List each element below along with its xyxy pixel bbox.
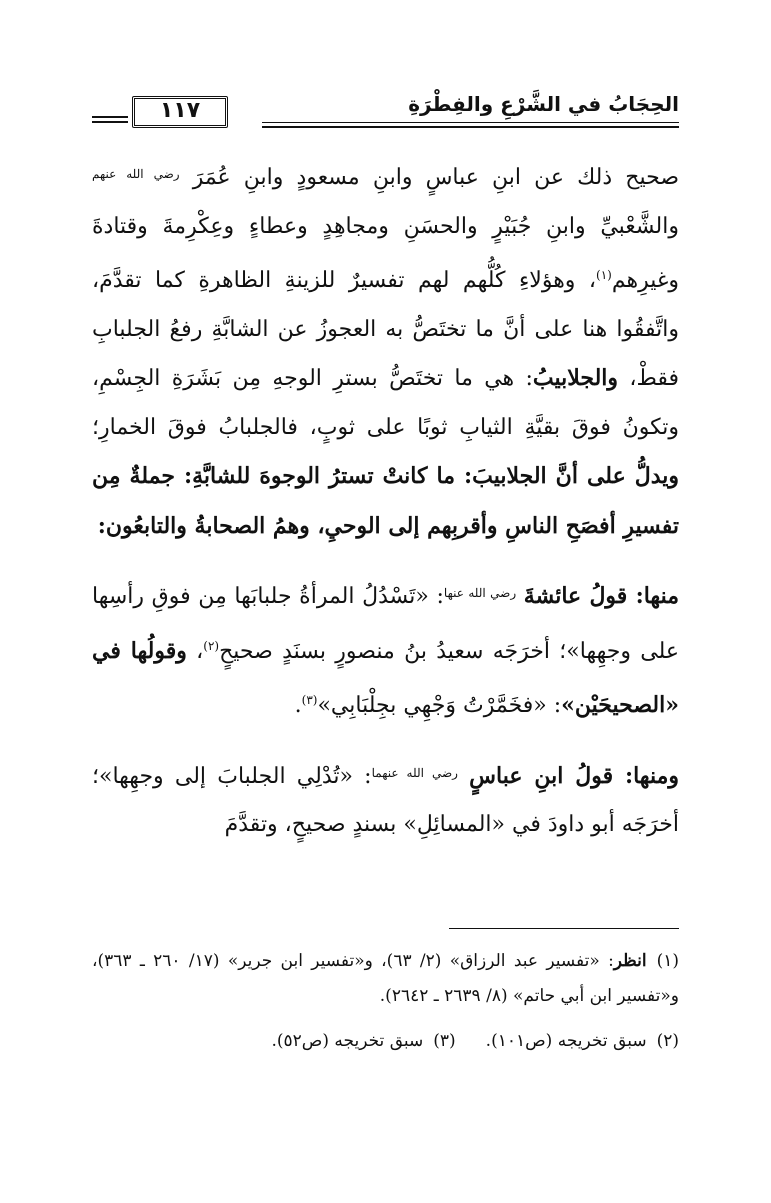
text-run: ، وهؤلاءِ كُلُّهم لهم تفسيرٌ للزينةِ الظاهرةِ كما تقدَّمَ، واتَّفقُوا هنا على أنَّ ما تختَصُّ به العجوزُ عن الشابَّةِ رفعُ الجلبابِ فقطْ، bbox=[92, 268, 679, 391]
footnote-number: (٢) bbox=[656, 1031, 679, 1051]
text-run: : هي ما تختَصُّ بسترِ الوجهِ مِن بَشَرَةِ الجِسْمِ، وتكونُ فوقَ بقيَّةِ الثيابِ ثوبًا على ثوبٍ، فالجلبابُ فوقَ الخمارِ؛ bbox=[92, 366, 680, 440]
page-header bbox=[92, 78, 679, 122]
footnote-number: (٣) bbox=[433, 1031, 456, 1051]
header-rule bbox=[262, 122, 679, 128]
main-text bbox=[92, 150, 679, 850]
footnote-number: (١) bbox=[656, 951, 679, 971]
bold-run: والجلابيبُ bbox=[532, 365, 619, 391]
honorific-glyph: رضي الله عنهما bbox=[371, 765, 458, 780]
footnote-ref-1[interactable]: (١) bbox=[596, 268, 612, 282]
bold-run: منها: قولُ عائشةَ bbox=[523, 583, 679, 609]
text-run: ، bbox=[186, 638, 204, 664]
bold-run: ومنها: قولُ ابنِ عباسٍ bbox=[469, 762, 679, 789]
footnote-2-3 bbox=[92, 1024, 679, 1059]
paragraph-2 bbox=[92, 569, 679, 731]
footnote-ref-3[interactable]: (٣) bbox=[301, 693, 318, 707]
footnote-text: سبق تخريجه (ص١٠١). bbox=[485, 1031, 647, 1051]
text-run: : «تَسْدُلُ المرأةُ جلبابَها مِن فوقِ رأسِها على وجهِها»؛ أخرَجَه سعيدُ بنُ منصورٍ بسنَدٍ صحيحٍ bbox=[92, 584, 679, 664]
text-run: . bbox=[294, 693, 302, 718]
text-run: : «تُدْلِي الجلبابَ إلى وجهِها»؛ أخرَجَه أبو داودَ في «المسائِلِ» بسندٍ صحيحٍ، وتقدَّمَ bbox=[92, 763, 679, 837]
page-number: ١١٧ bbox=[132, 96, 228, 128]
bold-run: وقولُها في «الصحيحَيْن» bbox=[92, 637, 679, 718]
honorific-glyph: رضي الله عنها bbox=[443, 586, 517, 600]
text-run: صحيح ذلك عن ابنِ عباسٍ وابنِ مسعودٍ وابنِ عُمَرَ bbox=[192, 165, 679, 190]
running-title: الحِجَابُ في الشَّرْعِ والفِطْرَةِ bbox=[408, 92, 679, 116]
paragraph-1 bbox=[92, 150, 679, 551]
footnotes bbox=[92, 944, 679, 1059]
footnote-bold: انظر bbox=[613, 951, 647, 971]
footnote-text: : «تفسير عبد الرزاق» (٢/ ٦٣)، و«تفسير ابن جرير» (١٧/ ٢٦٠ ـ ٣٦٣)، و«تفسير ابن أبي حاتم» (٨/ ٢٦٣٩ ـ ٢٦٤٢). bbox=[92, 951, 679, 1006]
header-rule-left bbox=[92, 116, 128, 123]
footnote-separator bbox=[449, 928, 679, 929]
honorific-glyph: رضي الله عنهم bbox=[92, 167, 180, 181]
bold-run: ويدلُّ على أنَّ الجلابيبَ: ما كانتْ تسترُ الوجوهَ للشابَّةِ: جملةٌ مِن تفسيرِ أفصَحِ الناسِ وأقربِهم إلى الوحيِ، وهمُ الصحابةُ والتابعُون: bbox=[92, 463, 679, 539]
footnote-1 bbox=[92, 944, 679, 1014]
paragraph-3 bbox=[92, 749, 679, 850]
text-run: : «فخَمَّرْتُ وَجْهِي بجِلْبَابِي» bbox=[317, 693, 562, 718]
text-run: والشَّعْبيِّ وابنِ جُبَيْرٍ والحسَنِ ومجاهِدٍ وعطاءٍ وعِكْرِمةَ وقتادةَ وغيرِهم bbox=[92, 213, 679, 293]
footnote-ref-2[interactable]: (٢) bbox=[203, 638, 220, 653]
footnote-text: سبق تخريجه (ص٥٢). bbox=[271, 1031, 424, 1051]
